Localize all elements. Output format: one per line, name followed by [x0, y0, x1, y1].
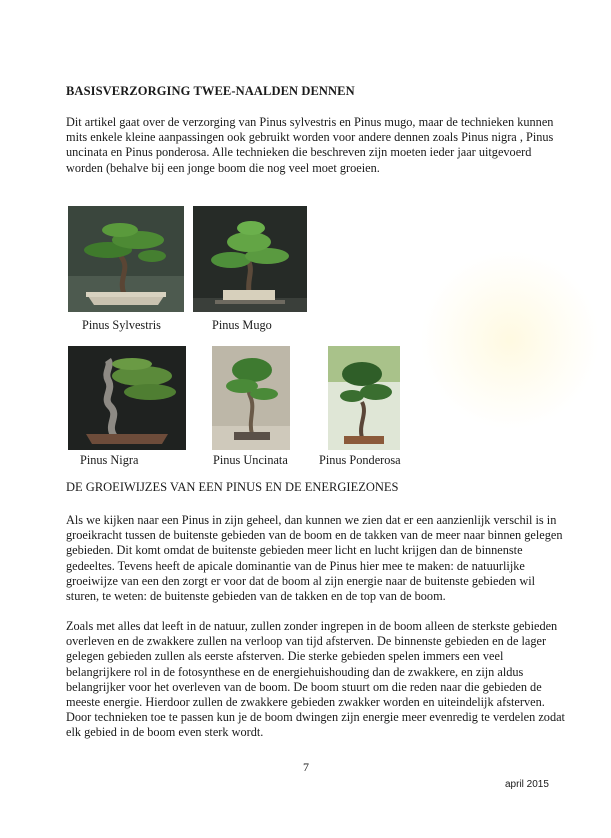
caption-pinus-uncinata: Pinus Uncinata — [213, 453, 288, 467]
photo-pinus-ponderosa — [328, 346, 400, 450]
section-title: DE GROEIWIJZES VAN EEN PINUS EN DE ENERGIEZONES — [66, 480, 399, 494]
caption-pinus-ponderosa: Pinus Ponderosa — [319, 453, 401, 467]
intro-paragraph: Dit artikel gaat over de verzorging van Pinus sylvestris en Pinus mugo, maar de technieken kunnen mits enkele kleine aanpassingen ook gebruikt worden voor andere dennen zoals Pinus nigra , Pinus uncinata en Pinus ponderosa. Alle technieken die beschreven zijn moeten ieder jaar uitgevoerd worden (behalve bij een jonge boom die nog veel moet groeien. — [66, 115, 554, 175]
body-paragraph-1: Als we kijken naar een Pinus in zijn geheel, dan kunnen we zien dat er een aanzienlijk verschil is in groeikracht tussen de buitenste gebieden van de boom en de takken van de meer naar binnen gelegen gebieden. Dit komt omdat de buitenste gebieden meer licht en lucht krijgen dan de binnenste gedeeltes. Tevens heeft de apicale dominantie van de Pinus hier mee te maken: de natuurlijke groeiwijze van een den zorgt er voor dat de boom al zijn energie naar de buitenste gebieden wil sturen, te weten: de buitenste gebieden van de takken en de top van de boom. — [66, 513, 563, 604]
photo-pinus-sylvestris — [68, 206, 184, 312]
footer-date: april 2015 — [505, 779, 549, 790]
caption-pinus-sylvestris: Pinus Sylvestris — [82, 318, 161, 332]
photo-pinus-nigra — [68, 346, 186, 450]
watermark-logo — [420, 250, 600, 430]
photo-pinus-uncinata — [212, 346, 290, 450]
caption-pinus-mugo: Pinus Mugo — [212, 318, 272, 332]
page-title: BASISVERZORGING TWEE-NAALDEN DENNEN — [66, 84, 355, 98]
photo-pinus-mugo — [193, 206, 307, 312]
caption-pinus-nigra: Pinus Nigra — [80, 453, 139, 467]
page-number: 7 — [303, 760, 309, 774]
body-paragraph-2: Zoals met alles dat leeft in de natuur, zullen zonder ingrepen in de boom alleen de sterkste gebieden overleven en de zwakkere zullen na verloop van tijd afsterven. De binnenste gebieden en de lager gelegen gebieden zullen als eerste afsterven. Die sterke gebieden spelen immers een veel belangrijkere rol in de fotosynthese en de energiehuishouding dan de zwakkere, en zijn aldus belangrijker voor het overleven van de boom. De boom stuurt om die reden naar die gebieden de meeste energie. Hierdoor zullen de zwakkere gebieden zwakker worden en uiteindelijk afsterven. Door technieken toe te passen kun je de boom dwingen zijn energie meer evenredig te verdelen zodat elk gebied in de boom even sterk wordt. — [66, 619, 565, 740]
